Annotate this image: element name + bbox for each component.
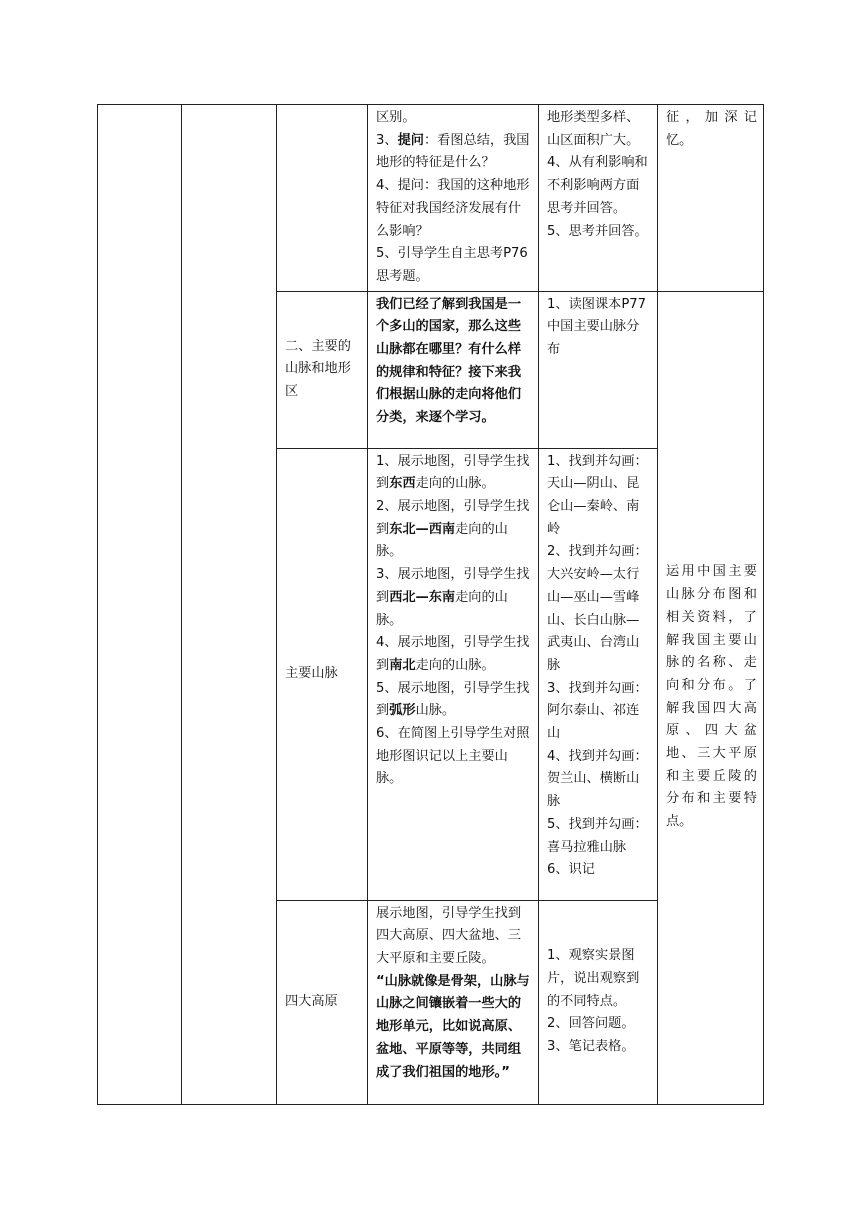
student-step: 5、思考并回答。 [547, 223, 648, 239]
student-activity-cell [539, 291, 658, 448]
teacher-step-text: 走向的山脉。 [376, 589, 508, 628]
teacher-step [376, 632, 532, 677]
student-step: 3、找到并勾画：阿尔泰山、祁连山 [547, 680, 648, 742]
teacher-step [376, 451, 532, 496]
teacher-step [376, 723, 532, 791]
teacher-step [376, 243, 532, 288]
design-intent-cell: 征，加深记忆。 [658, 105, 764, 292]
section-cell [277, 105, 368, 292]
section-cell: 四大高原 [277, 900, 368, 1104]
col-empty-2 [182, 105, 277, 1105]
teacher-step-text: 1、展示地图，引导学生找到 [376, 453, 530, 492]
teacher-step-text: 展示地图，引导学生找到四大高原、四大盆地、三大平原和主要丘陵。 [376, 905, 522, 967]
student-activity-cell [539, 900, 658, 1104]
teacher-activity-cell [368, 900, 539, 1104]
teacher-step-text: 3、 [376, 132, 398, 148]
student-step: 4、找到并勾画：贺兰山、横断山脉 [547, 748, 648, 810]
teacher-step-text: 山脉。 [415, 703, 456, 719]
student-step: 3、笔记表格。 [547, 1039, 635, 1055]
teacher-step-text: 4、提问：我国的这种地形特征对我国经济发展有什么影响？ [376, 178, 530, 239]
col-empty-1 [98, 105, 182, 1105]
teacher-step [376, 564, 532, 632]
teacher-step-text: 5、引导学生自主思考P76思考题。 [376, 246, 528, 284]
student-step: 1、读图课本P77中国主要山脉分布 [547, 296, 647, 358]
teacher-step-text: 提问 [397, 132, 424, 148]
teacher-step [376, 971, 532, 1085]
student-step: 6、识记 [547, 862, 595, 878]
student-step: 2、找到并勾画：大兴安岭—太行山—巫山—雪峰山、长白山脉—武夷山、台湾山脉 [547, 544, 648, 673]
teacher-step-text: 区别。 [376, 110, 416, 125]
teacher-step-text: 4、展示地图，引导学生找到 [376, 635, 530, 673]
teacher-step-text: 走向的山脉。 [415, 476, 495, 492]
teacher-step-text: ：看图总结，我国地形的特征是什么？ [376, 132, 530, 171]
teacher-activity-cell [368, 105, 539, 292]
teacher-step-text: 弧形 [389, 703, 416, 719]
teacher-step-text: 3、展示地图，引导学生找到 [376, 567, 530, 605]
student-step: 1、找到并勾画：天山—阴山、昆仑山—秦岭、南岭 [547, 453, 648, 537]
teacher-step [376, 903, 532, 971]
student-step: 1、观察实景图片，说出观察到的不同特点。 [547, 948, 640, 1009]
student-step: 地形类型多样、山区面积广大。 [547, 110, 640, 148]
teacher-step-text: “山脉就像是骨架，山脉与山脉之间镶嵌着一些大的地形单元，比如说高原、盆地、平原等等，共同组成了我们祖国的地形。” [376, 973, 530, 1080]
teacher-activity-cell [368, 448, 539, 900]
teacher-step-text: 我们已经了解到我国是一个多山的国家，那么这些山脉都在哪里？有什么样的规律和特征？接下来我们根据山脉的走向将他们分类，来逐个学习。 [376, 296, 522, 426]
teacher-step [376, 130, 532, 175]
teacher-step-text: 2、展示地图，引导学生找到 [376, 499, 530, 537]
section-cell: 主要山脉 [277, 448, 368, 900]
teacher-step-text: 南北 [389, 657, 416, 673]
design-intent-cell: 运用中国主要山脉分布图和相关资料，了解我国主要山脉的名称、走向和分布。了解我国四大高原、四大盆地、三大平原和主要丘陵的分布和主要特点。 [658, 291, 764, 1104]
section-cell: 二、主要的山脉和地形区 [277, 291, 368, 448]
teacher-step-text: 东北—西南 [389, 521, 456, 537]
teacher-step [376, 294, 532, 430]
student-step: 5、找到并勾画：喜马拉雅山脉 [547, 816, 648, 855]
student-activity-cell [539, 448, 658, 900]
student-activity-cell [539, 105, 658, 292]
teacher-step-text: 走向的山脉。 [415, 657, 495, 673]
teacher-step [376, 107, 532, 130]
teacher-step-text: 6、在简图上引导学生对照地形图识记以上主要山脉。 [376, 726, 530, 787]
teacher-step-text: 东西 [389, 476, 416, 492]
table-row [98, 105, 764, 292]
student-step: 4、从有利影响和不利影响两方面思考并回答。 [547, 155, 648, 216]
teacher-step [376, 175, 532, 243]
teacher-step-text: 走向的山脉。 [376, 521, 508, 560]
teacher-step-text: 西北—东南 [389, 589, 456, 605]
teacher-activity-cell [368, 291, 539, 448]
teacher-step [376, 496, 532, 564]
teacher-step [376, 678, 532, 723]
lesson-plan-table [97, 104, 764, 1105]
student-step: 2、回答问题。 [547, 1016, 635, 1032]
teacher-step-text: 5、展示地图，引导学生找到 [376, 680, 530, 719]
